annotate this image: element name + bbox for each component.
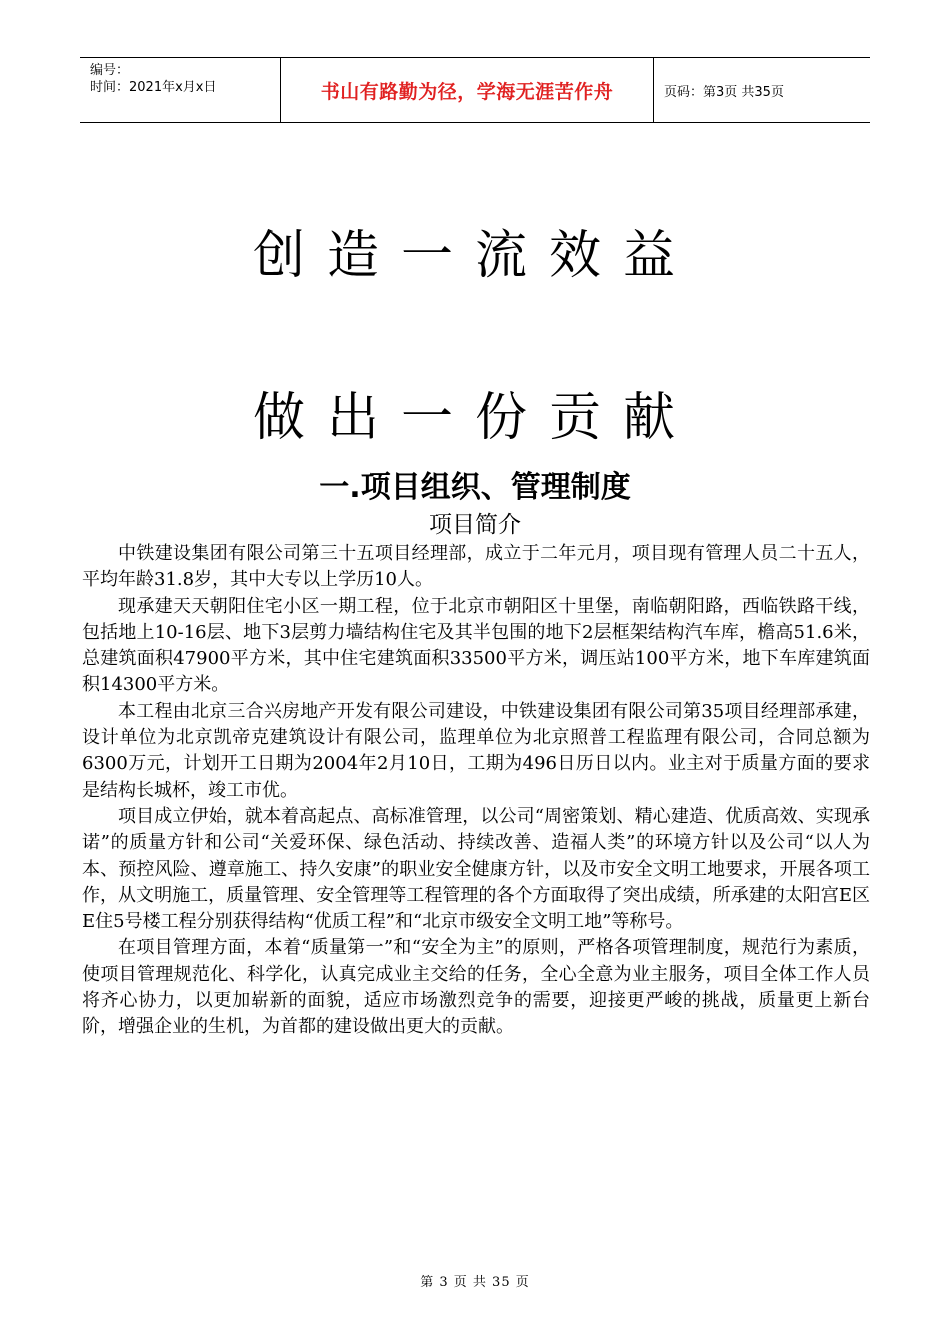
paragraph: 本工程由北京三合兴房地产开发有限公司建设，中铁建设集团有限公司第35项目经理部承建，设计单位为北京凯帝克建筑设计有限公司，监理单位为北京照普工程监理有限公司，合同总额为6300万元，计划开工日期为2004年2月10日，工期为496日历日以内。业主对于质量方面的要求是结构长城杯，竣工市优。 bbox=[82, 700, 870, 801]
paragraph: 中铁建设集团有限公司第三十五项目经理部，成立于二年元月，项目现有管理人员二十五人，平均年龄31.8岁，其中大专以上学历10人。 bbox=[82, 543, 870, 591]
header-page-info: 页码：第3页 共35页 bbox=[664, 84, 784, 100]
section-subheading: 项目简介 bbox=[429, 512, 521, 538]
header-motto: 书山有路勤为径，学海无涯苦作舟 bbox=[281, 58, 654, 122]
body-text bbox=[82, 541, 870, 1041]
page-header bbox=[80, 57, 870, 123]
page-footer: 第 3 页 共 35 页 bbox=[420, 1275, 530, 1290]
paragraph: 项目成立伊始，就本着高起点、高标准管理，以公司“周密策划、精心建造、优质高效、实现承诺”的质量方针和公司“关爱环保、绿色活动、持续改善、造福人类”的环境方针以及公司“以人为本、预控风险、遵章施工、持久安康”的职业安全健康方针，以及市安全文明工地要求，开展各项工作，从文明施工，质量管理、安全管理等工程管理的各个方面取得了突出成绩，所承建的太阳宫E区E住5号楼工程分别获得结构“优质工程”和“北京市级安全文明工地”等称号。 bbox=[82, 805, 870, 933]
paragraph: 现承建天天朝阳住宅小区一期工程，位于北京市朝阳区十里堡，南临朝阳路，西临铁路干线，包括地上10-16层、地下3层剪力墙结构住宅及其半包围的地下2层框架结构汽车库，檐高51.6米，总建筑面积47900平方米，其中住宅建筑面积33500平方米，调压站100平方米，地下车库建筑面积14300平方米。 bbox=[82, 595, 870, 696]
main-title-line-2: 做出一份贡献 bbox=[252, 388, 697, 448]
header-meta-cell bbox=[80, 58, 281, 122]
main-title-line-1: 创造一流效益 bbox=[252, 226, 697, 286]
paragraph: 在项目管理方面，本着“质量第一”和“安全为主”的原则，严格各项管理制度，规范行为素质，使项目管理规范化、科学化，认真完成业主交给的任务，全心全意为业主服务，项目全体工作人员将齐心协力，以更加崭新的面貌，适应市场激烈竞争的需要，迎接更严峻的挑战，质量更上新台阶，增强企业的生机，为首都的建设做出更大的贡献。 bbox=[82, 937, 870, 1038]
document-time-label: 时间：2021年x月x日 bbox=[90, 80, 217, 95]
section-heading: 一.项目组织、管理制度 bbox=[319, 470, 631, 505]
document-number-label: 编号： bbox=[90, 63, 130, 78]
